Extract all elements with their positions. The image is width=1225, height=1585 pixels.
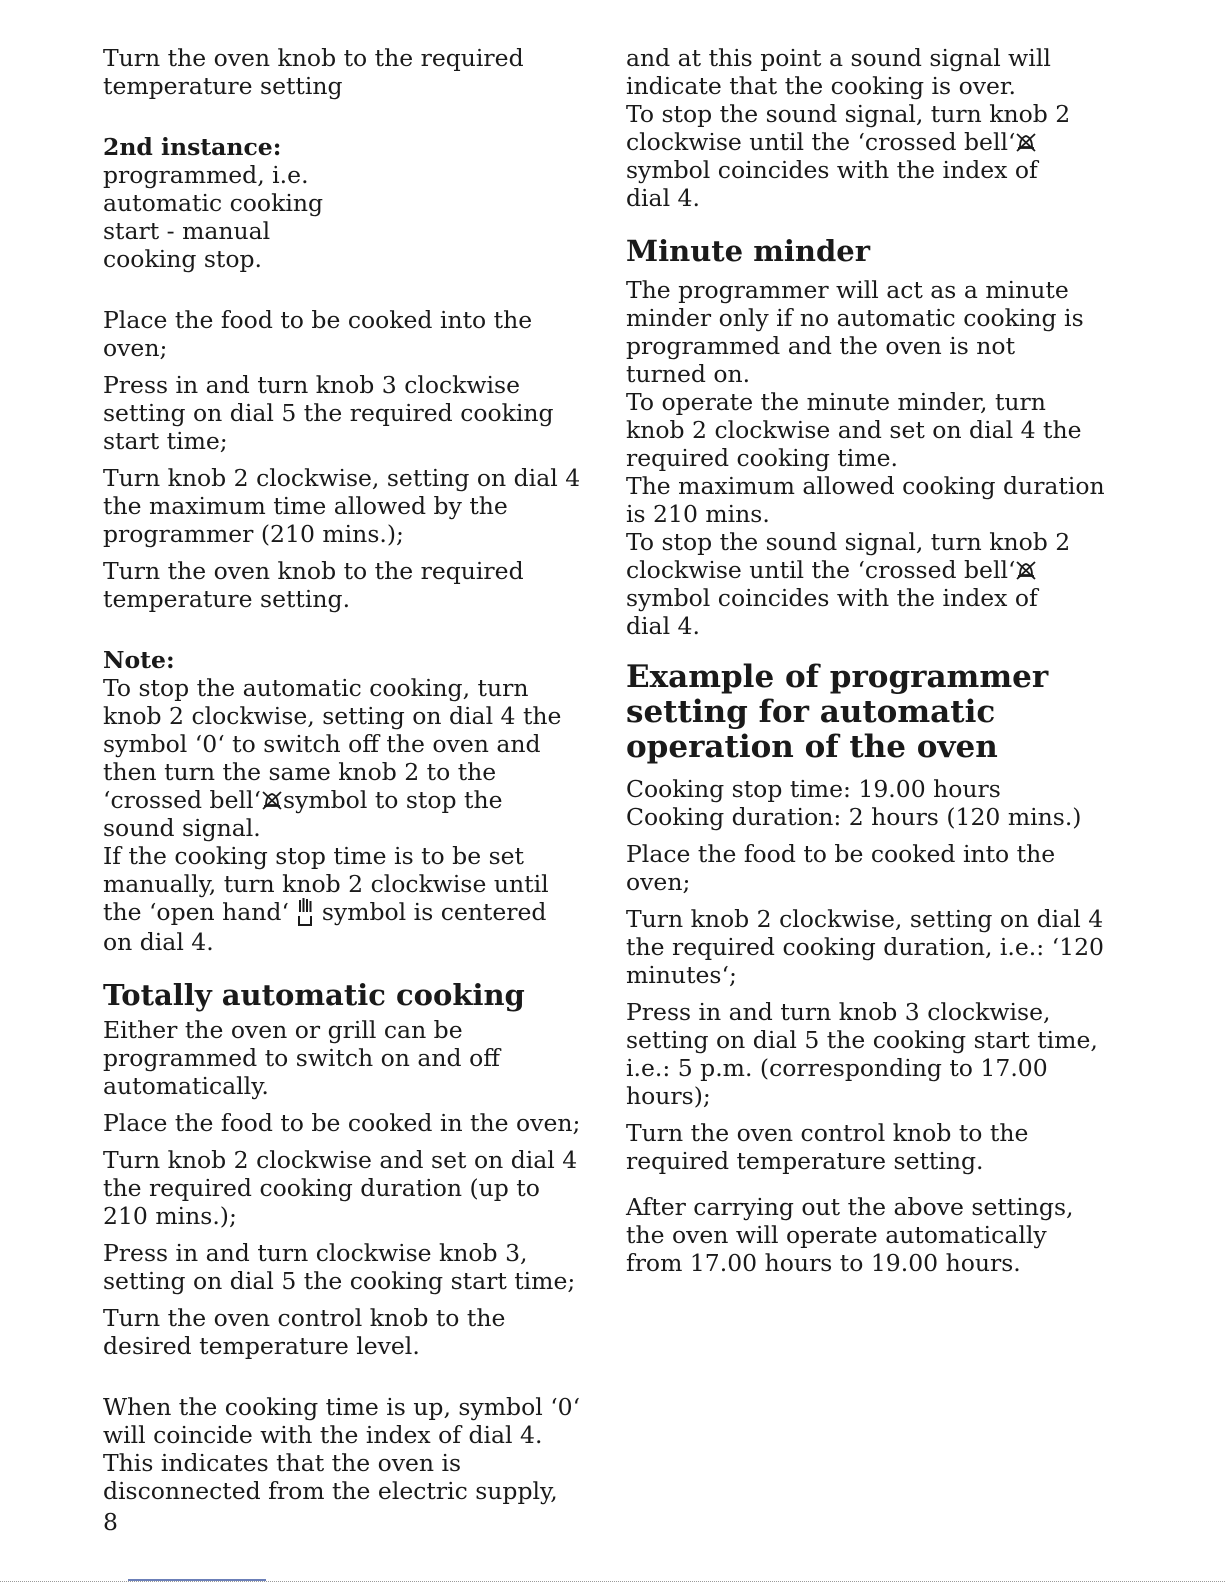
paragraph: Turn knob 2 clockwise, setting on dial 4 the maximum time allowed by the programmer (210 mins.);: [103, 464, 581, 548]
paragraph: Press in and turn knob 3 clockwise setting on dial 5 the required cooking start time;: [103, 371, 554, 455]
right-column: [626, 44, 1116, 1277]
note-text-part: the ‘open hand‘: [103, 898, 297, 926]
footer-mark: [128, 1579, 266, 1581]
text-part: clockwise until the ‘crossed bell‘: [626, 556, 1016, 584]
paragraph: Press in and turn knob 3 clockwise, setting on dial 5 the cooking start time, i.e.: 5 p.m. (corresponding to 17.00 hours);: [626, 998, 1098, 1110]
crossed-bell-icon: [1015, 131, 1037, 153]
section-heading-minute-minder: Minute minder: [626, 234, 871, 268]
note-text-part: on dial 4.: [103, 928, 214, 956]
note-text-part: ‘crossed bell‘: [103, 786, 262, 814]
left-column: [103, 44, 593, 1505]
note-text-part: symbol is centered: [314, 898, 547, 926]
paragraph: Turn the oven control knob to the desired temperature level.: [103, 1304, 506, 1360]
crossed-bell-icon: [1015, 559, 1037, 581]
section-heading-example: Example of programmer setting for automatic operation of the oven: [626, 659, 1049, 765]
text-part: The programmer will act as a minute minder only if no automatic cooking is programmed and the oven is not turned on. To operate the minute minder, turn knob 2 clockwise and set on dial 4 the required cooking time. The maximum allowed cooking duration is 210 mins. To stop the sound signal, turn knob 2: [626, 276, 1105, 556]
paragraph: Press in and turn clockwise knob 3, setting on dial 5 the cooking start time;: [103, 1239, 576, 1295]
instance-label: 2nd instance:: [103, 133, 282, 161]
text-part: clockwise until the ‘crossed bell‘: [626, 128, 1016, 156]
paragraph: Either the oven or grill can be programmed to switch on and off automatically.: [103, 1016, 500, 1100]
note-text-part: To stop the automatic cooking, turn knob 2 clockwise, setting on dial 4 the symbol ‘0‘ to switch off the oven and then turn the same knob 2 to the: [103, 674, 562, 786]
note-text-part: symbol to stop the sound signal. If the cooking stop time is to be set manually, turn knob 2 clockwise until: [103, 786, 549, 898]
footer-rule: [0, 1581, 1225, 1582]
note-text: [103, 674, 593, 956]
crossed-bell-icon: [261, 789, 283, 811]
open-hand-icon: [296, 898, 314, 928]
paragraph: When the cooking time is up, symbol ‘0‘ will coincide with the index of dial 4. This indicates that the oven is disconnected from the electric supply,: [103, 1393, 581, 1505]
text-part: symbol coincides with the index of dial 4.: [626, 584, 1038, 640]
paragraph: [626, 276, 1116, 640]
text-part: symbol coincides with the index of dial 4.: [626, 156, 1038, 212]
text-part: and at this point a sound signal will indicate that the cooking is over. To stop the sound signal, turn knob 2: [626, 44, 1071, 128]
paragraph: [626, 44, 1116, 212]
paragraph: Turn the oven knob to the required temperature setting.: [103, 557, 524, 613]
paragraph: Turn the oven knob to the required temperature setting: [103, 44, 524, 100]
instance-description: programmed, i.e. automatic cooking start - manual cooking stop.: [103, 161, 324, 273]
paragraph: Cooking stop time: 19.00 hours Cooking duration: 2 hours (120 mins.): [626, 775, 1082, 831]
paragraph: Place the food to be cooked in the oven;: [103, 1109, 581, 1137]
page-number: 8: [103, 1508, 118, 1536]
paragraph: Place the food to be cooked into the oven;: [626, 840, 1056, 896]
paragraph: Place the food to be cooked into the oven;: [103, 306, 533, 362]
note-label: Note:: [103, 646, 175, 674]
paragraph: After carrying out the above settings, the oven will operate automatically from 17.00 hours to 19.00 hours.: [626, 1193, 1074, 1277]
section-heading-totally-automatic: Totally automatic cooking: [103, 978, 525, 1012]
paragraph: Turn knob 2 clockwise and set on dial 4 the required cooking duration (up to 210 mins.);: [103, 1146, 578, 1230]
paragraph: Turn the oven control knob to the required temperature setting.: [626, 1119, 1029, 1175]
paragraph: Turn knob 2 clockwise, setting on dial 4 the required cooking duration, i.e.: ‘120 minutes‘;: [626, 905, 1104, 989]
